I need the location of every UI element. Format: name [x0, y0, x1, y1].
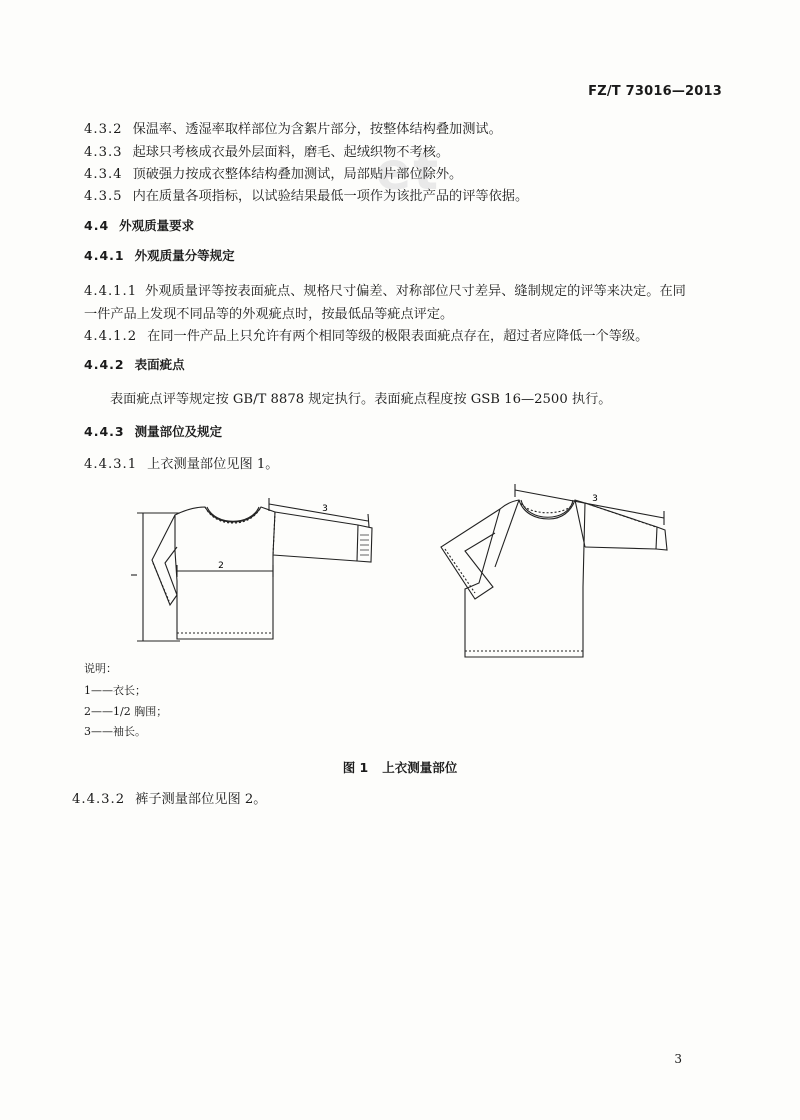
clause-number: 4.3.4 — [84, 167, 123, 182]
figure-caption-number: 图 1 — [342, 760, 369, 775]
figure-caption-title: 上衣测量部位 — [382, 760, 458, 775]
clause-number: 4.4.1.1 — [84, 284, 138, 299]
paragraph-4-4-2: 表面疵点评等规定按 GB/T 8878 规定执行。表面疵点程度按 GSB 16—2500 执行。 — [110, 392, 612, 407]
clause-text: 保温率、透湿率取样部位为含絮片部分，按整体结构叠加测试。 — [132, 122, 502, 137]
figure-caption — [0, 758, 800, 776]
clause-text: 裤子测量部位见图 2。 — [135, 792, 267, 807]
heading-4-4-2 — [84, 355, 185, 373]
clause-4-3-2 — [84, 118, 502, 137]
dimension-label-sleeve: 3 — [322, 504, 328, 514]
clause-number: 4.4.3.2 — [72, 792, 126, 807]
heading-4-4-3 — [84, 422, 222, 440]
clause-4-3-4 — [84, 163, 462, 182]
heading-4-4-1 — [84, 246, 235, 264]
figure-legend-item: 1——衣长； — [84, 684, 146, 697]
figure-garment-right — [435, 487, 675, 662]
heading-number: 4.4.3 — [84, 424, 125, 439]
clause-text: 上衣测量部位见图 1。 — [147, 457, 279, 472]
figure-legend-item: 2——1/2 胸围； — [84, 705, 168, 718]
paragraph-4-4-1-1 — [84, 280, 724, 326]
heading-number: 4.4 — [84, 218, 110, 233]
heading-title: 外观质量要求 — [119, 218, 195, 233]
clause-number: 4.4.3.1 — [84, 457, 138, 472]
clause-text: 起球只考核成衣最外层面料，磨毛、起绒织物不考核。 — [132, 145, 450, 160]
page-number: 3 — [674, 1052, 682, 1066]
clause-4-3-3 — [84, 141, 449, 160]
paragraph-4-4-1-2 — [84, 325, 648, 344]
figure-legend-item: 3——袖长。 — [84, 725, 146, 738]
dimension-label-chest: 2 — [218, 561, 224, 571]
clause-number: 4.4.1.2 — [84, 329, 138, 344]
figure-garment-left — [125, 495, 395, 650]
clause-text-continued: 一件产品上发现不同品等的外观疵点时，按最低品等疵点评定。 — [84, 307, 454, 322]
clause-4-3-5 — [84, 185, 528, 204]
figure-legend-title: 说明： — [84, 662, 117, 675]
standard-number: FZ/T 73016—2013 — [588, 84, 722, 99]
clause-number: 4.3.3 — [84, 145, 123, 160]
watermark: et — [376, 142, 441, 202]
clause-number: 4.3.5 — [84, 189, 123, 204]
dimension-label-sleeve: 3 — [592, 494, 598, 504]
heading-number: 4.4.2 — [84, 357, 125, 372]
heading-title: 测量部位及规定 — [134, 424, 223, 439]
clause-text: 内在质量各项指标，以试验结果最低一项作为该批产品的评等依据。 — [132, 189, 529, 204]
clause-text: 外观质量评等按表面疵点、规格尺寸偏差、对称部位尺寸差异、缝制规定的评等来决定。在同 — [145, 284, 686, 299]
paragraph-4-4-3-2 — [72, 788, 266, 807]
paragraph-4-4-3-1 — [84, 453, 278, 472]
heading-number: 4.4.1 — [84, 248, 125, 263]
clause-text: 在同一件产品上只允许有两个相同等级的极限表面疵点存在，超过者应降低一个等级。 — [147, 329, 649, 344]
heading-4-4 — [84, 216, 194, 234]
heading-title: 外观质量分等规定 — [134, 248, 235, 263]
clause-text: 顶破强力按成衣整体结构叠加测试，局部贴片部位除外。 — [132, 167, 463, 182]
heading-title: 表面疵点 — [134, 357, 185, 372]
clause-number: 4.3.2 — [84, 122, 123, 137]
